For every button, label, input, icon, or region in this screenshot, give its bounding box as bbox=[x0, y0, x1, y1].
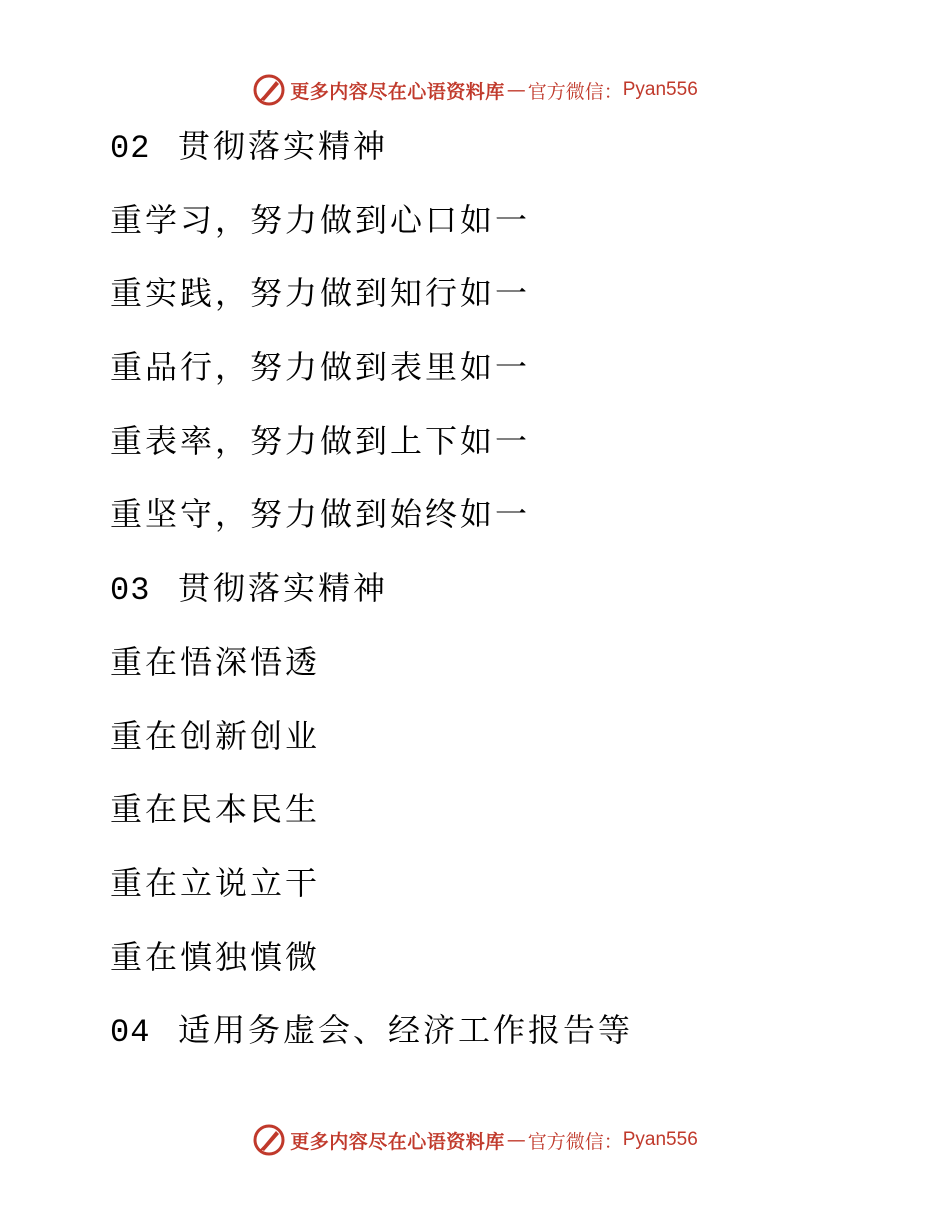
list-item bbox=[110, 192, 910, 266]
section-number: 02 bbox=[110, 130, 151, 167]
line-text: 重坚守，努力做到始终如一 bbox=[110, 495, 531, 534]
banner-site-text: 更多内容尽在心语资料库 bbox=[290, 80, 505, 103]
banner-wechat-id: Pyan556 bbox=[622, 79, 698, 100]
list-item bbox=[110, 929, 910, 1003]
list-item bbox=[110, 265, 910, 339]
heading-line bbox=[110, 560, 910, 634]
list-item bbox=[110, 486, 910, 560]
heading-line bbox=[110, 118, 910, 192]
list-item bbox=[110, 413, 910, 487]
banner-dash: — bbox=[506, 79, 526, 101]
line-text: 重表率，努力做到上下如一 bbox=[110, 421, 531, 460]
list-item bbox=[110, 708, 910, 782]
line-text: 重在创新创业 bbox=[110, 716, 321, 755]
line-text: 重实践，努力做到知行如一 bbox=[110, 274, 531, 313]
quill-pen-icon bbox=[252, 1123, 286, 1157]
line-text: 适用务虚会、经济工作报告等 bbox=[178, 1011, 634, 1050]
heading-line bbox=[110, 1002, 910, 1076]
header-watermark-banner bbox=[0, 70, 950, 110]
footer-watermark-banner bbox=[0, 1120, 950, 1160]
banner-wechat-label: 官方微信： bbox=[527, 1130, 623, 1153]
quill-pen-icon bbox=[252, 73, 286, 107]
banner-wechat-id: Pyan556 bbox=[622, 1129, 698, 1150]
list-item bbox=[110, 781, 910, 855]
section-number: 04 bbox=[110, 1014, 151, 1052]
line-text: 贯彻落实精神 bbox=[178, 569, 389, 608]
banner-wechat-label: 官方微信： bbox=[527, 80, 623, 103]
list-item bbox=[110, 339, 910, 413]
banner-dash: — bbox=[506, 1129, 526, 1151]
section-number: 03 bbox=[110, 572, 151, 610]
line-text: 重品行，努力做到表里如一 bbox=[110, 348, 531, 387]
line-text: 重在慎独慎微 bbox=[110, 937, 321, 976]
line-text: 重在民本民生 bbox=[110, 790, 321, 829]
line-text: 重在立说立干 bbox=[110, 863, 321, 902]
line-text: 贯彻落实精神 bbox=[178, 127, 389, 165]
document-body bbox=[110, 118, 910, 1076]
list-item bbox=[110, 634, 910, 708]
banner-site-text: 更多内容尽在心语资料库 bbox=[290, 1130, 505, 1153]
line-text: 重学习，努力做到心口如一 bbox=[110, 200, 531, 239]
line-text: 重在悟深悟透 bbox=[110, 642, 321, 681]
list-item bbox=[110, 855, 910, 929]
